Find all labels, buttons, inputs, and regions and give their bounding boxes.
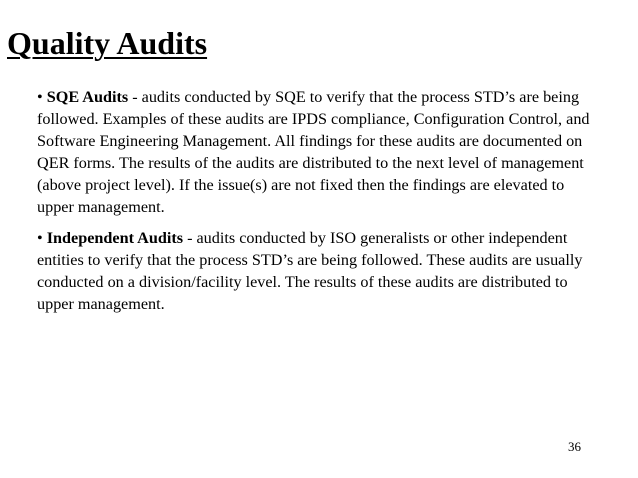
page-number: 36 (568, 439, 581, 454)
bullet-sqe-audits (37, 86, 597, 218)
bullet-independent-audits (37, 227, 597, 315)
bullet-marker: • (37, 88, 43, 106)
bullet-text: - audits conducted by SQE to verify that the process STD’s are being followed. Examples of these audits are IPDS compliance, Configuration Control, and Software Engineering Management. All findings for these audits are documented on QER forms. The results of the audits are distributed to the next level of management (above project level). If the issue(s) are not fixed then the findings are elevated to upper management. (37, 88, 590, 216)
bullet-term: SQE Audits (46, 88, 129, 106)
slide-title: Quality Audits (7, 25, 208, 61)
bullet-marker: • (37, 229, 43, 247)
bullet-text: - audits conducted by ISO generalists or other independent entities to verify that the process STD’s are being followed. These audits are usually conducted on a division/facility level. The results of these audits are distributed to upper management. (37, 229, 583, 313)
bullet-term: Independent Audits (46, 229, 184, 247)
